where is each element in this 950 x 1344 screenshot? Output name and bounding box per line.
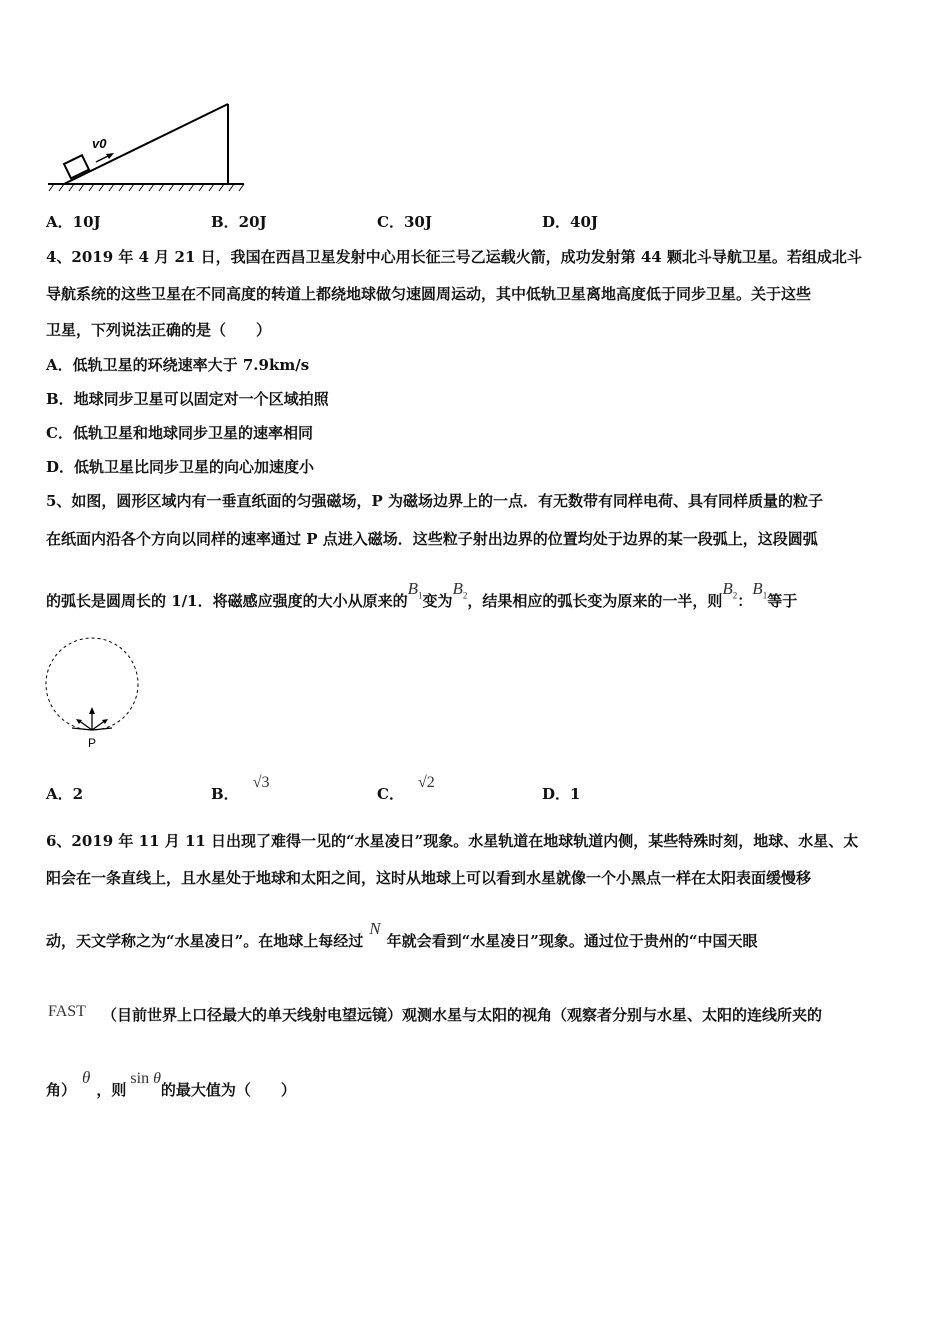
sqrt3: √3 (252, 774, 270, 791)
q5-line-3-a: 的弧长是圆周长的 1/1．将磁感应强度的大小从原来的 (46, 592, 408, 610)
q6-line-3-b: 年就会看到“水星凌日”现象。通过位于贵州的“中国天眼 (386, 932, 758, 950)
q5-option-c: C．√2 (377, 774, 435, 803)
v0-label: v0 (92, 136, 107, 151)
q4-option-a: A．低轨卫星的环绕速率大于 7.9km/s (46, 356, 310, 374)
b1-symbol-ratio: $B_1$ (752, 579, 768, 601)
incline-figure (44, 96, 254, 196)
q6-line-3 (46, 919, 758, 951)
q6-line-2: 阳会在一条直线上，且水星处于地球和太阳之间，这时从地球上可以看到水星就像一个小黑点一样在太阳表面缓慢移 (46, 869, 812, 887)
q5-line-1: 5、如图，圆形区域内有一垂直纸面的匀强磁场，P 为磁场边界上的一点．有无数带有同样电荷、具有同样质量的粒子 (46, 492, 823, 510)
q4-option-c: C．低轨卫星和地球同步卫星的速率相同 (46, 424, 313, 442)
fast-label: FAST (48, 1003, 86, 1020)
q5-line-3-e: 等于 (767, 592, 798, 610)
q6-line-1: 6、2019 年 11 月 11 日出现了难得一见的“水星凌日”现象。水星轨道在地球轨道内侧，某些特殊时刻，地球、水星、太 (46, 832, 859, 850)
q3-option-c: C．30J (377, 213, 432, 231)
block (64, 155, 89, 178)
q5-line-2: 在纸面内沿各个方向以同样的速率通过 P 点进入磁场．这些粒子射出边界的位置均处于边界的某一段弧上，这段圆弧 (46, 530, 818, 548)
q6-line-4: （目前世界上口径最大的单天线射电望远镜）观测水星与太阳的视角（观察者分别与水星、太阳的连线所夹的 (102, 1006, 823, 1024)
b2-symbol: $B_2$ (452, 579, 468, 601)
q6-line-5-a: 角） (46, 1081, 77, 1099)
q4-line-2: 导航系统的这些卫星在不同高度的转道上都绕地球做匀速圆周运动，其中低轨卫星离地高度低于同步卫星。关于这些 (46, 285, 812, 303)
q3-option-a: A．10J (46, 213, 101, 231)
q5-line-3-d: ： (737, 592, 753, 610)
q3-option-b: B．20J (211, 213, 267, 231)
q6-line-5-c: 的最大值为（ ） (160, 1081, 296, 1099)
point-p-label: P (88, 736, 97, 750)
q6-line-5 (46, 1068, 296, 1100)
q5-option-b: B．√3 (211, 774, 270, 803)
q5-option-d: D．1 (542, 785, 581, 803)
q5-line-3-b: 变为 (422, 592, 453, 610)
sqrt2: √2 (417, 774, 435, 791)
q5-line-3 (46, 579, 798, 612)
b1-symbol: $B_1$ (407, 579, 423, 601)
q4-line-3: 卫星，下列说法正确的是（ ） (46, 321, 272, 339)
theta-symbol: θ (82, 1068, 91, 1087)
q4-line-1: 4、2019 年 4 月 21 日，我国在西昌卫星发射中心用长征三号乙运载火箭，成功发射第 44 颗北斗导航卫星。若组成北斗 (46, 248, 862, 266)
b2-symbol-ratio: $B_2$ (722, 579, 738, 601)
q6-line-3-a: 动，天文学称之为“水星凌日”。在地球上每经过 (46, 932, 364, 950)
q5-option-a: A．2 (46, 785, 84, 803)
q3-option-d: D．40J (542, 213, 598, 231)
q5-line-3-c: ，结果相应的弧长变为原来的一半，则 (467, 592, 723, 610)
magnetic-field-figure (38, 626, 148, 756)
q4-option-b: B．地球同步卫星可以固定对一个区域拍照 (46, 390, 329, 408)
n-symbol: N (369, 919, 381, 938)
q4-option-d: D．低轨卫星比同步卫星的向心加速度小 (46, 458, 315, 476)
q6-line-5-b: ，则 (96, 1081, 127, 1099)
sin-theta: sin θ (130, 1070, 161, 1087)
